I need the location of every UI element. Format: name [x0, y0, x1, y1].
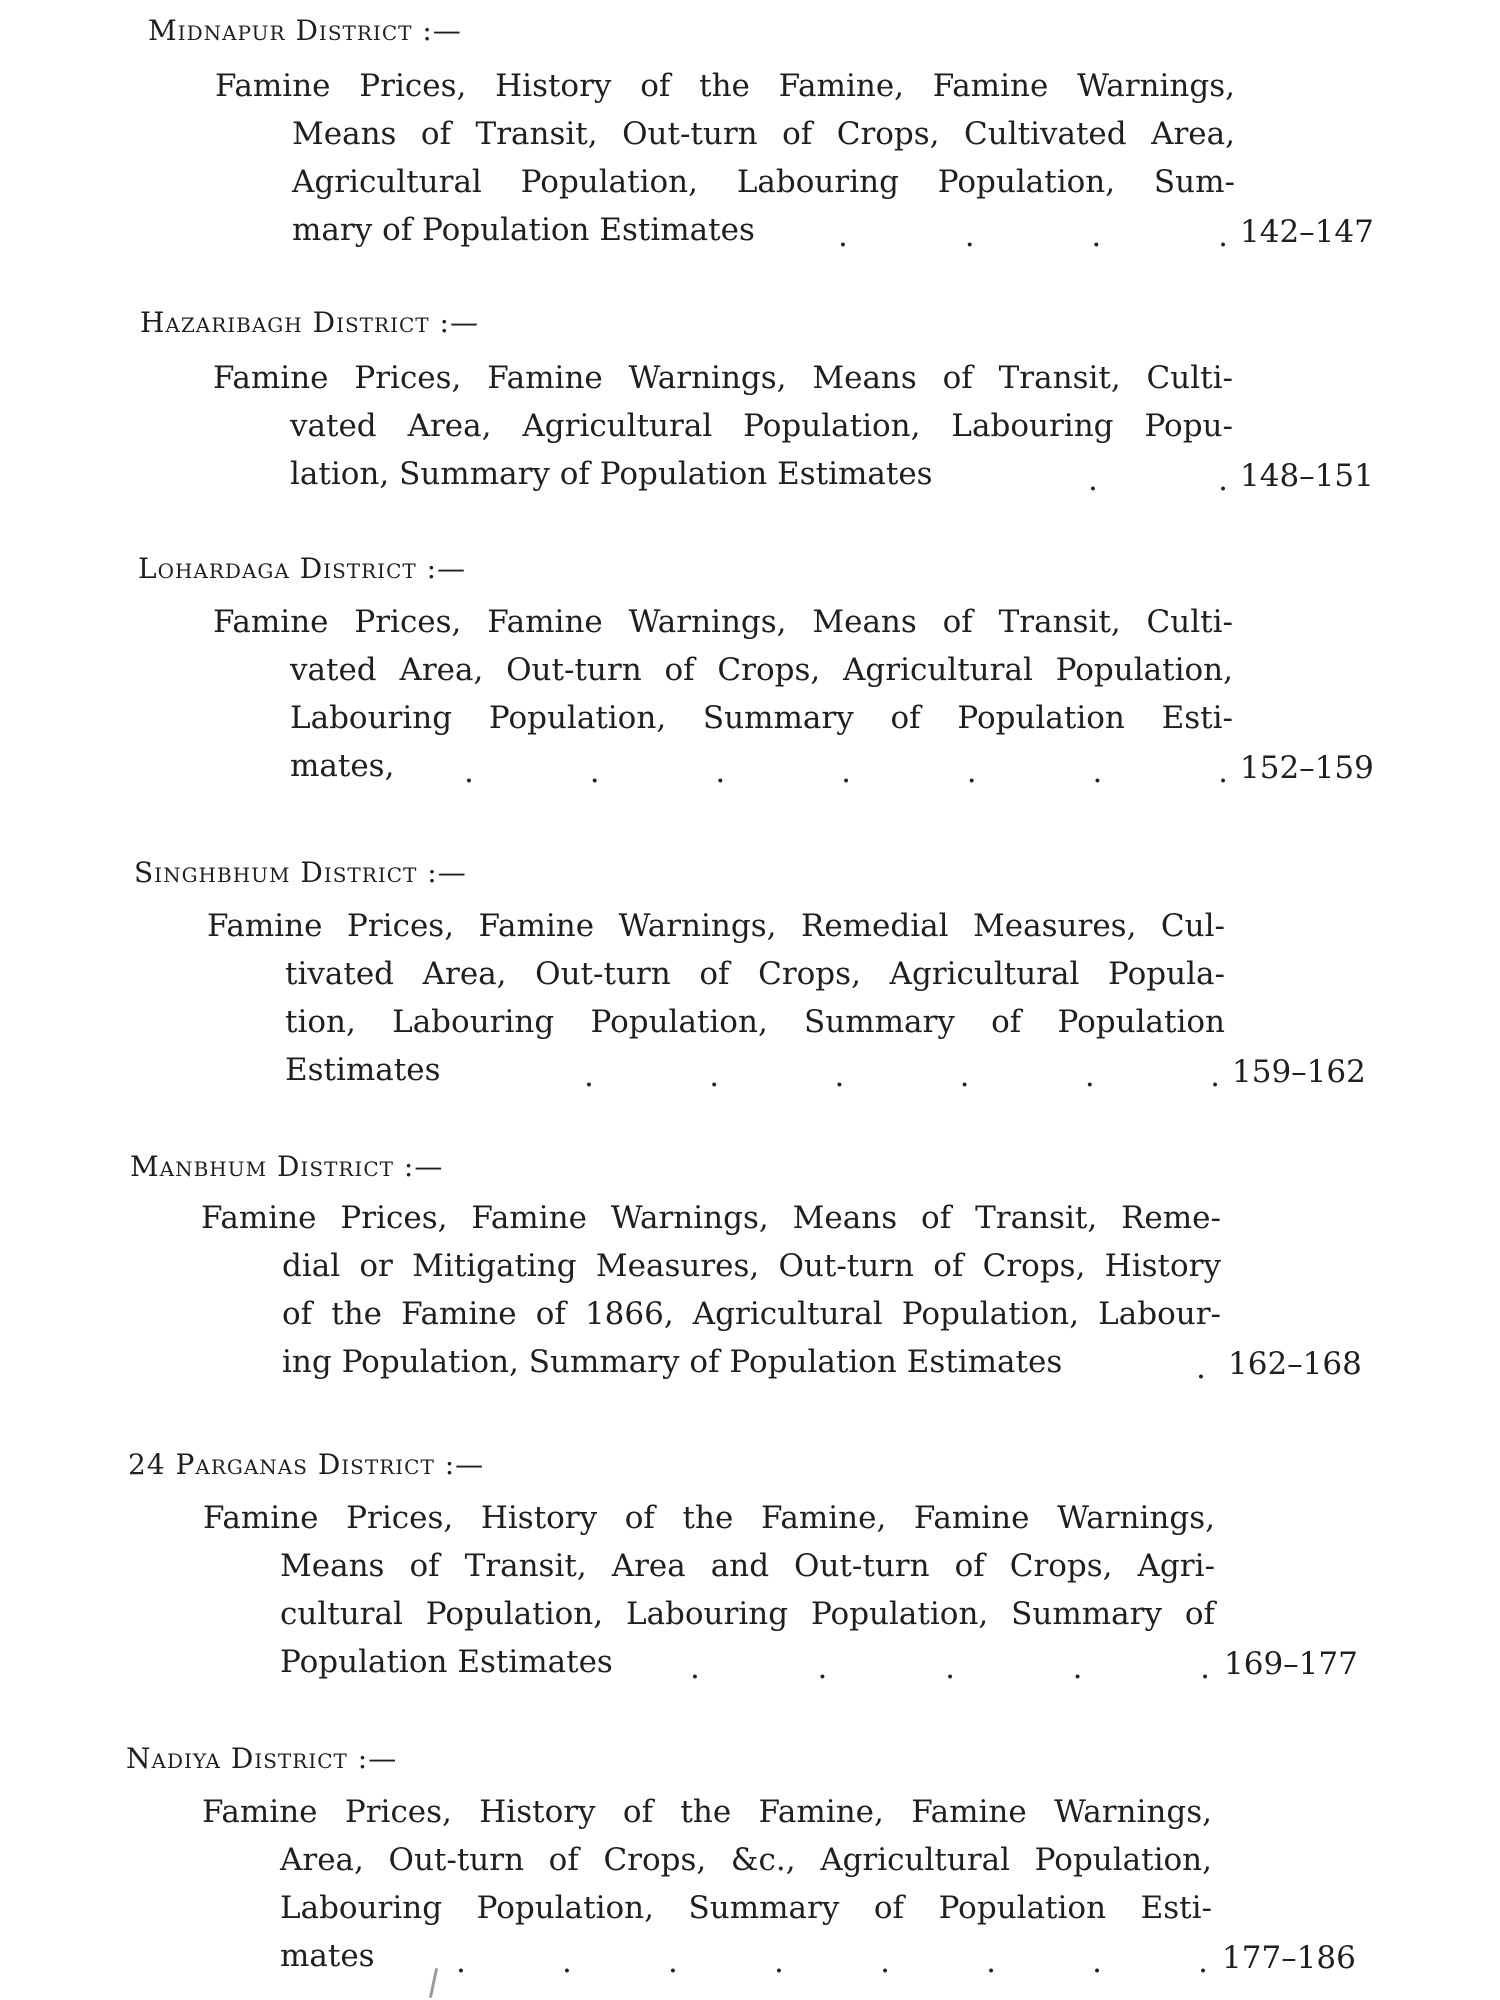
entry-text-line: Population Estimates: [280, 1644, 613, 1680]
dot-leader: . . . .: [838, 218, 1228, 254]
district-heading: 24 Parganas District :—: [128, 1448, 485, 1481]
dot-leader: . . . . . .: [584, 1058, 1220, 1094]
page-range: 148–151: [1240, 458, 1374, 494]
page-range: 142–147: [1240, 214, 1374, 250]
entry-text-line: of the Famine of 1866, Agricultural Population, Labour-: [282, 1296, 1221, 1332]
district-heading: Hazaribagh District :—: [140, 306, 479, 339]
district-heading: Midnapur District :—: [148, 14, 462, 47]
entry-text-line: mary of Population Estimates: [292, 212, 755, 248]
page-range: 162–168: [1228, 1346, 1362, 1382]
entry-text-line: Famine Prices, History of the Famine, Famine Warnings,: [202, 1794, 1212, 1830]
scan-mark: [429, 1968, 438, 1998]
entry-text-line: dial or Mitigating Measures, Out-turn of Crops, History: [282, 1248, 1221, 1284]
entry-text-line: mates: [280, 1938, 375, 1974]
entry-text-line: vated Area, Out-turn of Crops, Agricultural Population,: [290, 652, 1233, 688]
district-heading: Lohardaga District :—: [138, 552, 467, 585]
entry-text-line: Area, Out-turn of Crops, &c., Agricultural Population,: [280, 1842, 1212, 1878]
district-heading: Nadiya District :—: [126, 1742, 398, 1775]
dot-leader: .: [1196, 1350, 1206, 1386]
entry-text-line: Means of Transit, Area and Out-turn of Crops, Agri-: [280, 1548, 1215, 1584]
entry-text-line: Famine Prices, Famine Warnings, Means of Transit, Culti-: [213, 604, 1233, 640]
entry-text-line: mates,: [290, 748, 395, 784]
district-heading: Singhbhum District :—: [134, 856, 467, 889]
entry-text-line: Famine Prices, Famine Warnings, Remedial Measures, Cul-: [207, 908, 1225, 944]
entry-text-line: Famine Prices, History of the Famine, Famine Warnings,: [215, 68, 1235, 104]
entry-text-line: Agricultural Population, Labouring Population, Sum-: [292, 164, 1235, 200]
dot-leader: . .: [1088, 462, 1228, 498]
entry-text-line: vated Area, Agricultural Population, Labouring Popu-: [290, 408, 1233, 444]
entry-text-line: Labouring Population, Summary of Population Esti-: [290, 700, 1233, 736]
entry-text-line: Estimates: [285, 1052, 441, 1088]
dot-leader: . . . . .: [690, 1650, 1210, 1686]
entry-text-line: Famine Prices, Famine Warnings, Means of Transit, Reme-: [201, 1200, 1221, 1236]
entry-text-line: Famine Prices, History of the Famine, Famine Warnings,: [203, 1500, 1215, 1536]
page-range: 177–186: [1222, 1940, 1356, 1976]
page-range: 159–162: [1232, 1054, 1366, 1090]
entry-text-line: Labouring Population, Summary of Population Esti-: [280, 1890, 1212, 1926]
page-range: 169–177: [1224, 1646, 1358, 1682]
district-heading: Manbhum District :—: [130, 1150, 444, 1183]
entry-text-line: tivated Area, Out-turn of Crops, Agricultural Popula-: [285, 956, 1225, 992]
entry-text-line: Famine Prices, Famine Warnings, Means of Transit, Culti-: [213, 360, 1233, 396]
entry-text-line: tion, Labouring Population, Summary of Population: [285, 1004, 1225, 1040]
dot-leader: . . . . . . .: [464, 754, 1228, 790]
entry-text-line: cultural Population, Labouring Population, Summary of: [280, 1596, 1215, 1632]
page-range: 152–159: [1240, 750, 1374, 786]
entry-text-line: lation, Summary of Population Estimates: [290, 456, 933, 492]
dot-leader: . . . . . . . .: [456, 1944, 1208, 1980]
entry-text-line: Means of Transit, Out-turn of Crops, Cultivated Area,: [292, 116, 1235, 152]
entry-text-line: ing Population, Summary of Population Estimates: [282, 1344, 1063, 1380]
